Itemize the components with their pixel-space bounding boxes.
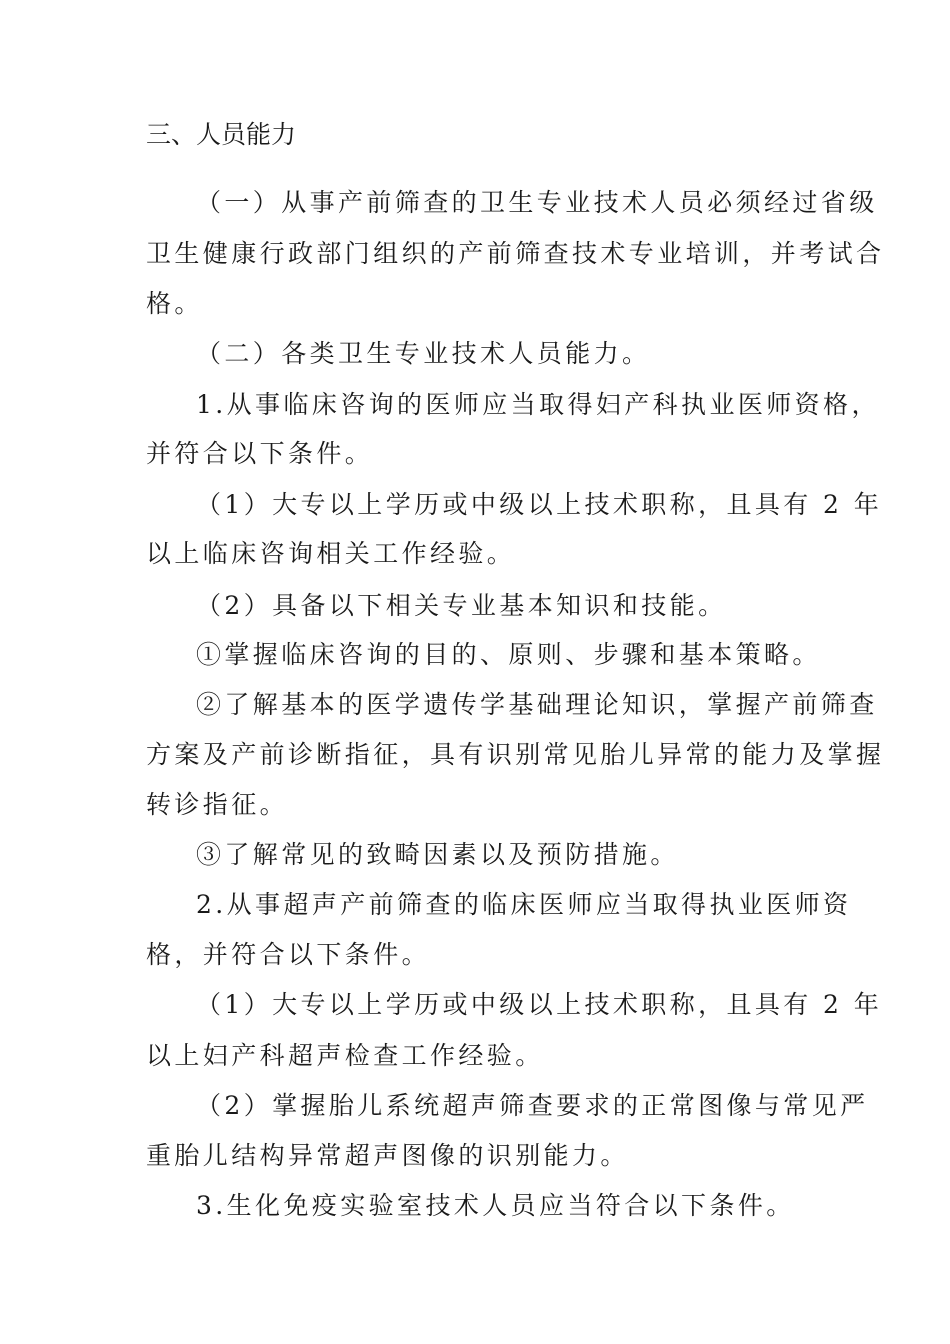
paragraph-text: ②了解基本的医学遗传学基础理论知识，掌握产前筛查 bbox=[196, 690, 878, 719]
paragraph-text: （1）大专以上学历或中级以上技术职称，且具有 2 年 bbox=[196, 490, 883, 519]
paragraph-text: 格。 bbox=[146, 289, 203, 318]
paragraph-text: ③了解常见的致畸因素以及预防措施。 bbox=[196, 840, 679, 869]
paragraph-text: （1）大专以上学历或中级以上技术职称，且具有 2 年 bbox=[196, 990, 883, 1019]
paragraph-line bbox=[0, 889, 950, 921]
paragraph-text: 方案及产前诊断指征，具有识别常见胎儿异常的能力及掌握 bbox=[146, 740, 885, 769]
paragraph-line bbox=[0, 939, 950, 971]
paragraph-text: 2.从事超声产前筛查的临床医师应当取得执业医师资 bbox=[196, 890, 852, 919]
paragraph-line bbox=[0, 538, 950, 570]
paragraph-line bbox=[0, 839, 950, 871]
section-heading-text: 三、人员能力 bbox=[146, 120, 297, 149]
paragraph-line bbox=[0, 1040, 950, 1072]
paragraph-line bbox=[0, 438, 950, 470]
paragraph-line bbox=[0, 1190, 950, 1222]
paragraph-line bbox=[0, 989, 950, 1021]
paragraph-line bbox=[0, 1090, 950, 1122]
section-heading bbox=[0, 119, 950, 151]
paragraph-text: 转诊指征。 bbox=[146, 790, 289, 819]
paragraph-line bbox=[0, 789, 950, 821]
paragraph-text: 以上妇产科超声检查工作经验。 bbox=[146, 1041, 544, 1070]
paragraph-text: （一）从事产前筛查的卫生专业技术人员必须经过省级 bbox=[196, 188, 878, 217]
paragraph-line bbox=[0, 489, 950, 521]
paragraph-text: 格，并符合以下条件。 bbox=[146, 940, 431, 969]
paragraph-line bbox=[0, 689, 950, 721]
paragraph-text: 并符合以下条件。 bbox=[146, 439, 374, 468]
paragraph-line bbox=[0, 238, 950, 270]
paragraph-line bbox=[0, 288, 950, 320]
paragraph-text: 1.从事临床咨询的医师应当取得妇产科执业医师资格， bbox=[196, 390, 880, 419]
paragraph-line bbox=[0, 389, 950, 421]
paragraph-text: （2）具备以下相关专业基本知识和技能。 bbox=[196, 591, 727, 620]
paragraph-text: 3.生化免疫实验室技术人员应当符合以下条件。 bbox=[196, 1191, 795, 1220]
paragraph-text: 重胎儿结构异常超声图像的识别能力。 bbox=[146, 1141, 629, 1170]
paragraph-line bbox=[0, 187, 950, 219]
paragraph-text: 卫生健康行政部门组织的产前筛查技术专业培训，并考试合 bbox=[146, 239, 885, 268]
paragraph-text: （2）掌握胎儿系统超声筛查要求的正常图像与常见严 bbox=[196, 1091, 869, 1120]
paragraph-text: ①掌握临床咨询的目的、原则、步骤和基本策略。 bbox=[196, 640, 821, 669]
paragraph-line bbox=[0, 1140, 950, 1172]
paragraph-line bbox=[0, 338, 950, 370]
paragraph-line bbox=[0, 639, 950, 671]
paragraph-text: 以上临床咨询相关工作经验。 bbox=[146, 539, 516, 568]
paragraph-line bbox=[0, 590, 950, 622]
paragraph-line bbox=[0, 739, 950, 771]
paragraph-text: （二）各类卫生专业技术人员能力。 bbox=[196, 339, 651, 368]
